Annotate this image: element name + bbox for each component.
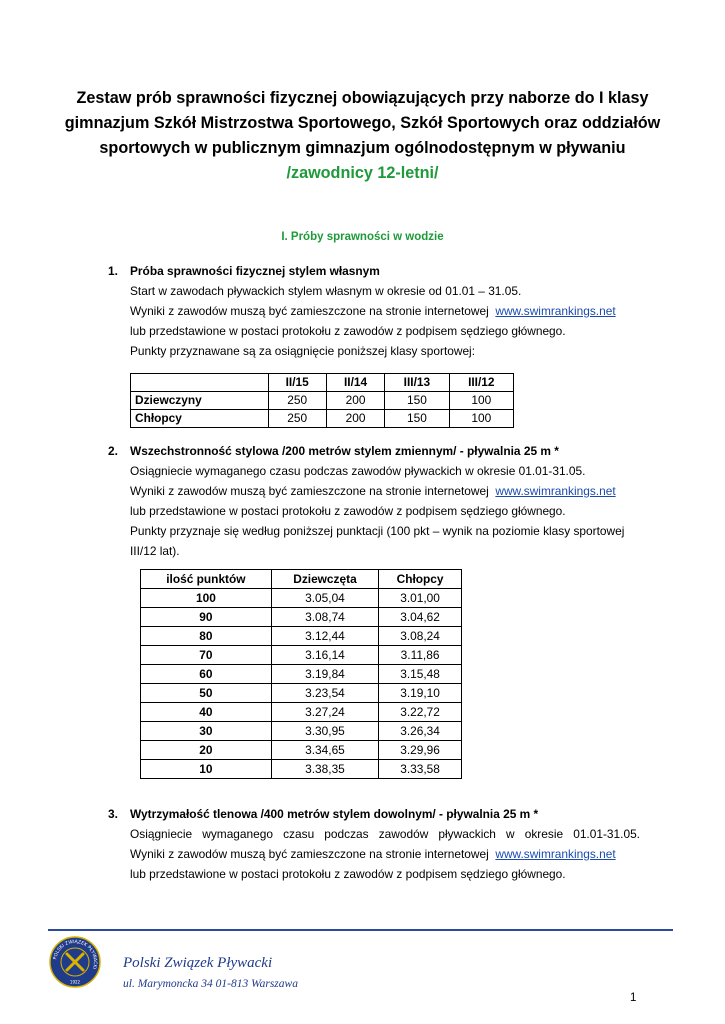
table-row xyxy=(141,646,462,665)
table-row xyxy=(141,627,462,646)
item-2 xyxy=(110,441,640,561)
table-cell: 3.33,58 xyxy=(379,760,462,779)
table-cell: 200 xyxy=(326,392,384,410)
table-row xyxy=(141,608,462,627)
title-line-1: Zestaw prób sprawności fizycznej obowiązujących przy naborze do I klasy xyxy=(76,89,649,107)
table-cell: 3.04,62 xyxy=(379,608,462,627)
swimrankings-link-2[interactable]: www.swimrankings.net xyxy=(495,484,616,498)
table-cell: 3.22,72 xyxy=(379,703,462,722)
table-cell: 3.19,10 xyxy=(379,684,462,703)
table-header-cell: III/13 xyxy=(385,374,449,392)
table-cell: 100 xyxy=(449,410,513,428)
item-3-line-3: lub przedstawione w postaci protokołu z zawodów z podpisem sędziego głównego. xyxy=(130,867,566,881)
item-3-line-1: Osiągniecie wymaganego czasu podczas zawodów pływackich w okresie 01.01-31.05. xyxy=(130,827,640,841)
table-cell: 20 xyxy=(141,741,272,760)
item-3-heading: Wytrzymałość tlenowa /400 metrów stylem dowolnym/ - pływalnia 25 m * xyxy=(130,807,539,821)
class-points-table xyxy=(130,373,514,428)
item-1-line-2: Wyniki z zawodów muszą być zamieszczone na stronie internetowej www.swimrankings.net xyxy=(130,304,616,318)
swimrankings-link-1[interactable]: www.swimrankings.net xyxy=(495,304,616,318)
table-cell: Dziewczyny xyxy=(131,392,269,410)
table-cell: 3.01,00 xyxy=(379,589,462,608)
table-cell: 10 xyxy=(141,760,272,779)
table-cell: 200 xyxy=(326,410,384,428)
table-header-cell: II/14 xyxy=(326,374,384,392)
table-cell: 3.34,65 xyxy=(271,741,378,760)
item-2-line-2: Wyniki z zawodów muszą być zamieszczone na stronie internetowej www.swimrankings.net xyxy=(130,484,616,498)
table-row xyxy=(141,684,462,703)
table-row xyxy=(141,760,462,779)
item-2-line-4: Punkty przyznaje się według poniższej punktacji (100 pkt – wynik na poziomie klasy sportowej xyxy=(130,524,625,538)
table-cell: Chłopcy xyxy=(131,410,269,428)
org-name: Polski Związek Pływacki xyxy=(123,955,273,971)
table-row xyxy=(131,392,514,410)
table-cell: 40 xyxy=(141,703,272,722)
page-title xyxy=(60,86,665,186)
table-row xyxy=(131,410,514,428)
table-row xyxy=(141,741,462,760)
table-cell: 3.08,74 xyxy=(271,608,378,627)
logo-year: 1922 xyxy=(69,979,81,985)
table-cell: 60 xyxy=(141,665,272,684)
table-cell: 50 xyxy=(141,684,272,703)
points-time-table xyxy=(140,569,462,779)
item-3-number: 3. xyxy=(108,807,118,821)
table-cell: 3.16,14 xyxy=(271,646,378,665)
item-1-line-1: Start w zawodach pływackich stylem własnym w okresie od 01.01 – 31.05. xyxy=(130,284,522,298)
table-cell: 3.38,35 xyxy=(271,760,378,779)
org-address: ul. Marymoncka 34 01-813 Warszawa xyxy=(123,978,298,990)
item-3-line-2: Wyniki z zawodów muszą być zamieszczone na stronie internetowej www.swimrankings.net xyxy=(130,847,616,861)
table-cell: 3.19,84 xyxy=(271,665,378,684)
table-header-cell: II/15 xyxy=(268,374,326,392)
title-subtitle: /zawodnicy 12-letni/ xyxy=(286,164,439,182)
item-1-number: 1. xyxy=(108,264,118,278)
table-cell: 150 xyxy=(385,392,449,410)
table-cell: 3.12,44 xyxy=(271,627,378,646)
logo-ring-text: POLSKI ZWIĄZEK PŁYWACKI xyxy=(53,939,98,970)
section-heading: I. Próby sprawności w wodzie xyxy=(281,231,444,243)
table-cell: 70 xyxy=(141,646,272,665)
item-2-number: 2. xyxy=(108,444,118,458)
table-cell: 250 xyxy=(268,410,326,428)
table-header-cell: ilość punktów xyxy=(141,570,272,589)
table-row xyxy=(141,665,462,684)
table-header-cell xyxy=(131,374,269,392)
title-line-3: sportowych w publicznym gimnazjum ogólnodostępnym w pływaniu xyxy=(99,139,626,157)
item-2-line-3: lub przedstawione w postaci protokołu z zawodów z podpisem sędziego głównego. xyxy=(130,504,566,518)
table-cell: 3.30,95 xyxy=(271,722,378,741)
table-row xyxy=(141,722,462,741)
pzp-logo-icon xyxy=(49,936,101,988)
table-cell: 90 xyxy=(141,608,272,627)
table-cell: 3.11,86 xyxy=(379,646,462,665)
item-1-line-3: lub przedstawione w postaci protokołu z zawodów z podpisem sędziego głównego. xyxy=(130,324,566,338)
table-cell: 100 xyxy=(449,392,513,410)
title-line-2: gimnazjum Szkół Mistrzostwa Sportowego, Szkół Sportowych oraz oddziałów xyxy=(64,114,661,132)
table-cell: 100 xyxy=(141,589,272,608)
table-cell: 3.15,48 xyxy=(379,665,462,684)
table-cell: 3.05,04 xyxy=(271,589,378,608)
item-2-line-1: Osiągniecie wymaganego czasu podczas zawodów pływackich w okresie 01.01-31.05. xyxy=(130,464,586,478)
table-cell: 150 xyxy=(385,410,449,428)
page-number: 1 xyxy=(630,992,637,1004)
table-header-cell: Chłopcy xyxy=(379,570,462,589)
table-cell: 3.26,34 xyxy=(379,722,462,741)
table-header-cell: Dziewczęta xyxy=(271,570,378,589)
item-3 xyxy=(110,804,640,884)
table-header-row xyxy=(141,570,462,589)
item-1-heading: Próba sprawności fizycznej stylem własnym xyxy=(130,264,380,278)
item-2-heading: Wszechstronność stylowa /200 metrów stylem zmiennym/ - pływalnia 25 m * xyxy=(130,444,559,458)
table-cell: 80 xyxy=(141,627,272,646)
table-cell: 30 xyxy=(141,722,272,741)
table-header-cell: III/12 xyxy=(449,374,513,392)
swimrankings-link-3[interactable]: www.swimrankings.net xyxy=(495,847,616,861)
table-header-row xyxy=(131,374,514,392)
table-cell: 3.27,24 xyxy=(271,703,378,722)
table-cell: 3.29,96 xyxy=(379,741,462,760)
table-cell: 3.23,54 xyxy=(271,684,378,703)
table-cell: 250 xyxy=(268,392,326,410)
footer-divider xyxy=(48,929,673,931)
table-cell: 3.08,24 xyxy=(379,627,462,646)
item-2-line-5: III/12 lat). xyxy=(130,544,180,558)
item-1-line-4: Punkty przyznawane są za osiągnięcie poniższej klasy sportowej: xyxy=(130,344,476,358)
table-row xyxy=(141,589,462,608)
table-row xyxy=(141,703,462,722)
item-1 xyxy=(110,261,640,361)
